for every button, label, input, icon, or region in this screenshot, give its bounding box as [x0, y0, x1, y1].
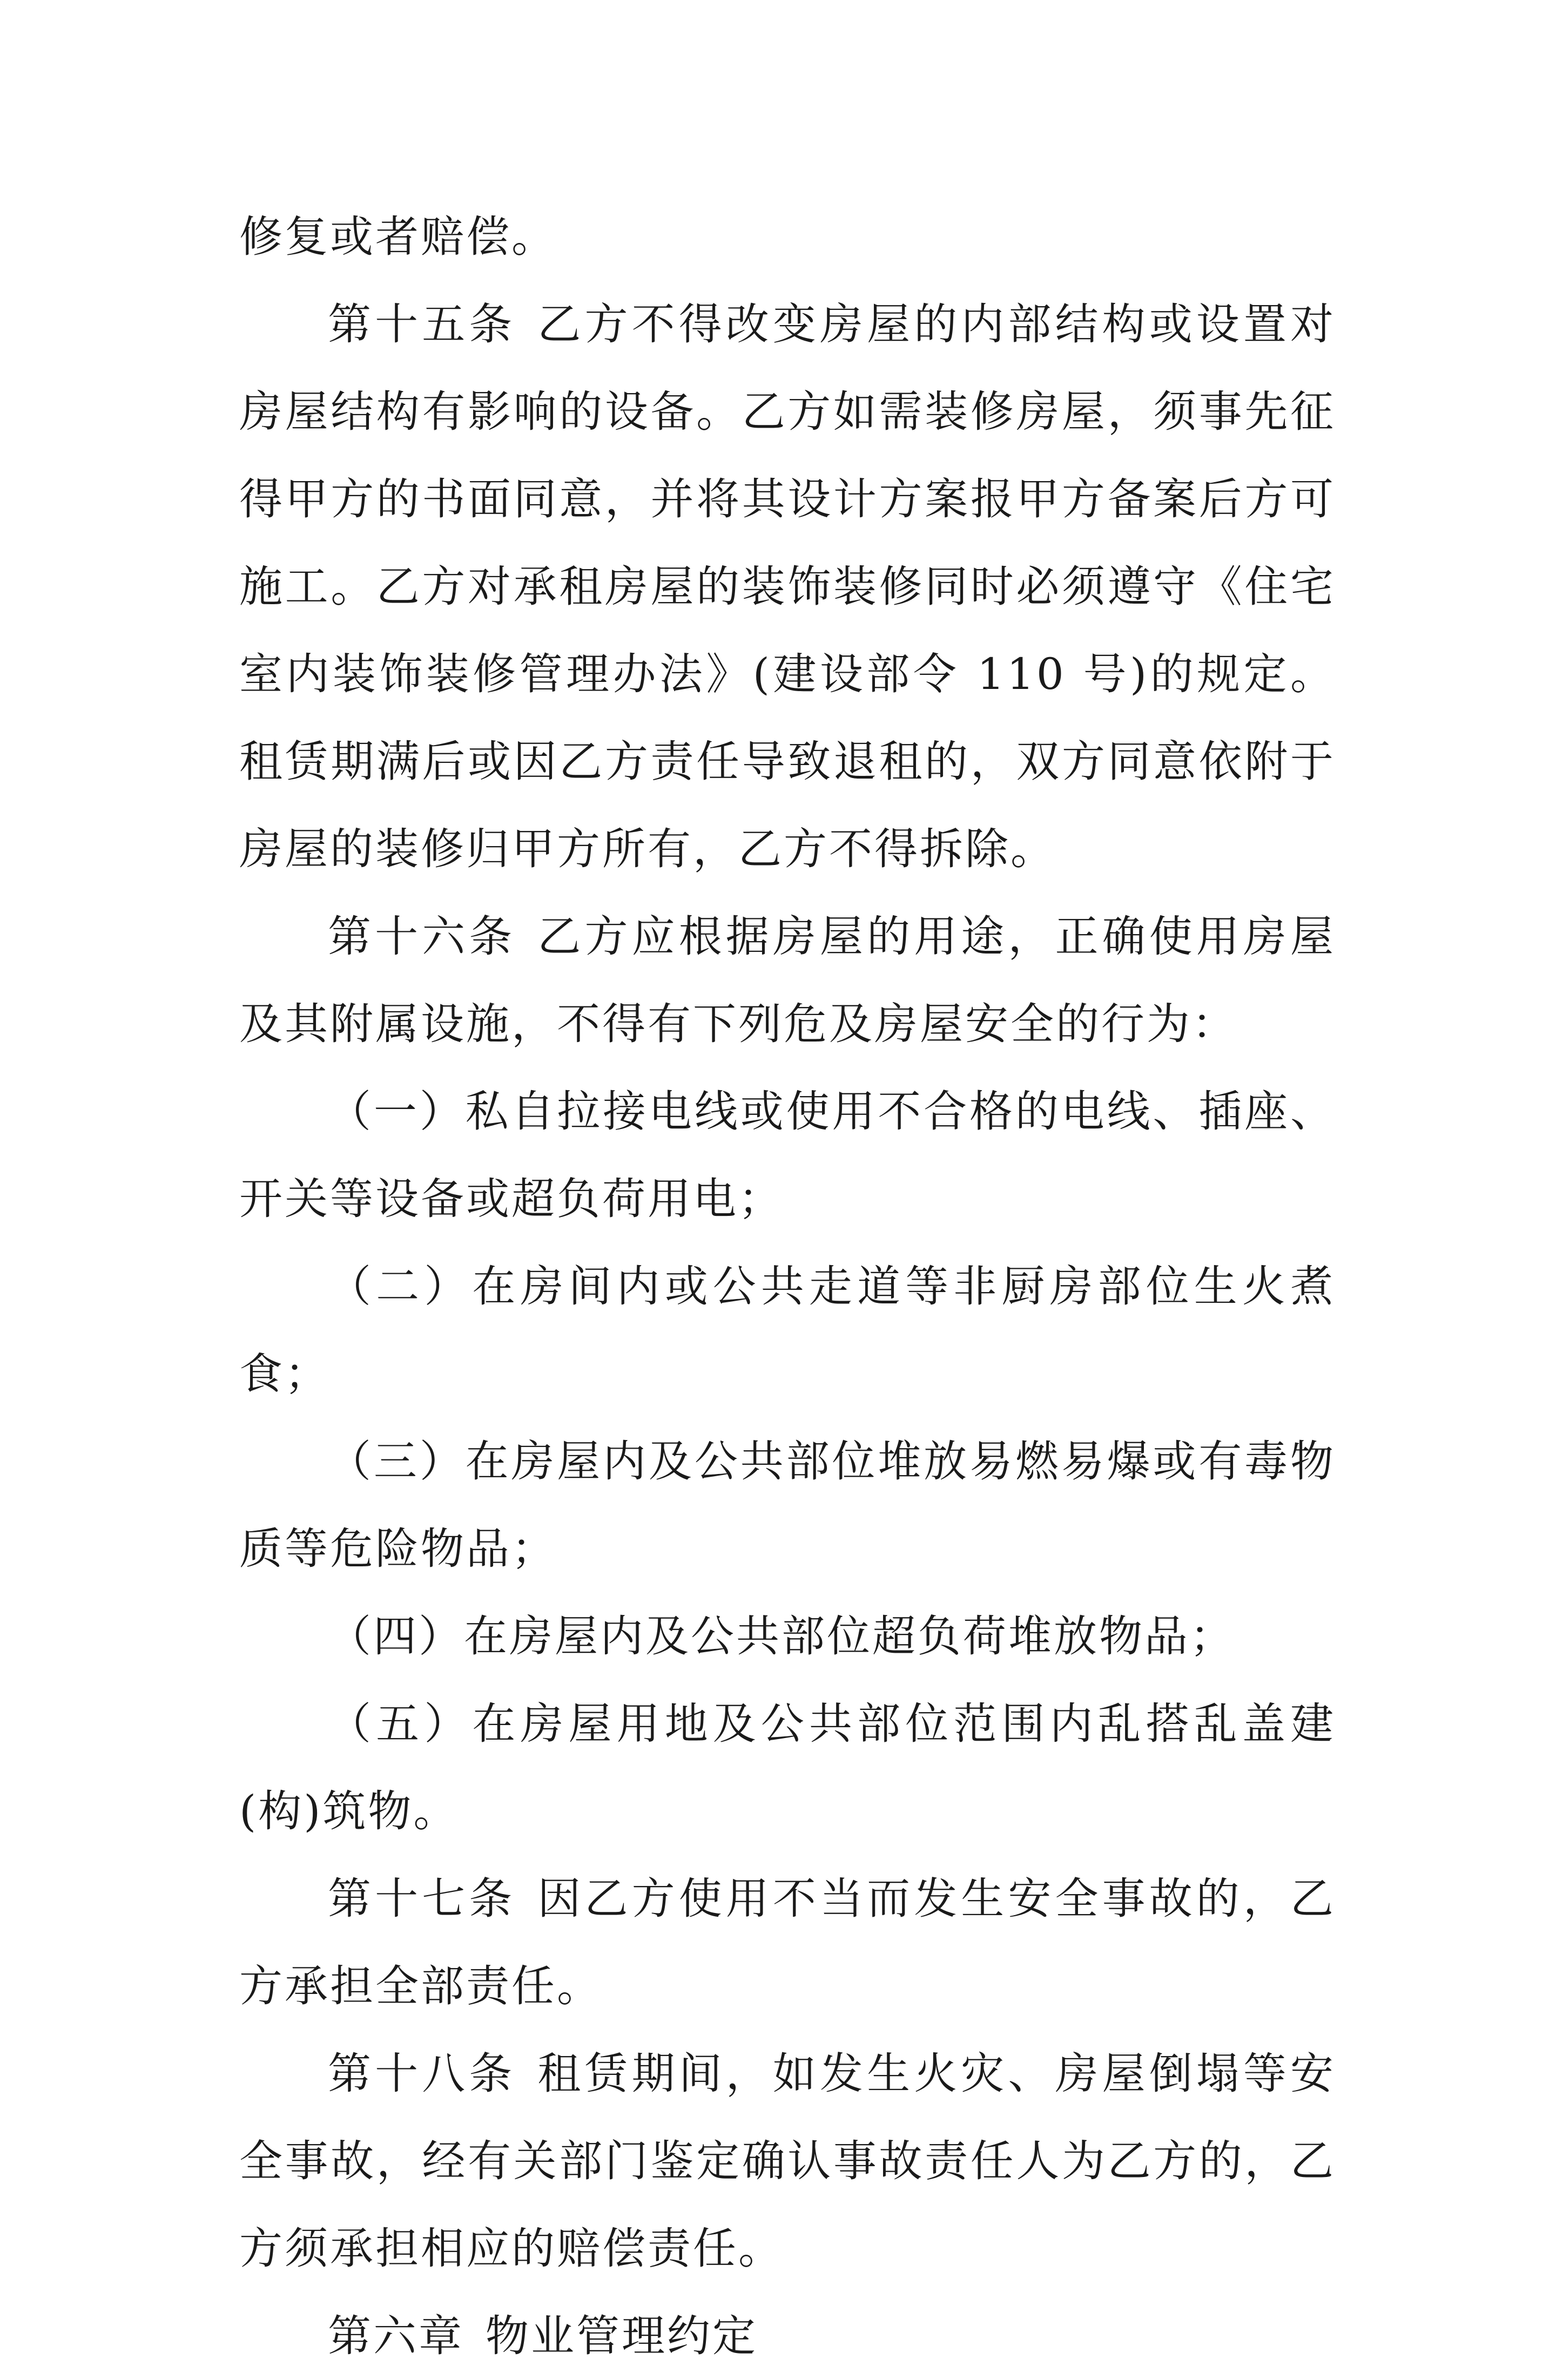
chapter-title: 物业管理约定 [486, 2311, 758, 2361]
list-marker: （四） [328, 1611, 464, 1661]
article-16 [239, 893, 1336, 1068]
article-number: 第十八条 [328, 2048, 516, 2099]
document-body [239, 193, 1336, 2380]
list-marker: （一） [328, 1086, 466, 1137]
paragraph-text: 在房屋内及公共部位堆放易燃易爆或有毒物质等危险物品； [239, 1436, 1336, 1574]
article-18 [239, 2030, 1336, 2293]
paragraph-text: 在房屋用地及公共部位范围内乱搭乱盖建(构)筑物。 [239, 1699, 1336, 1836]
article-number: 第十五条 [328, 299, 516, 349]
paragraph-text: 乙方应根据房屋的用途，正确使用房屋及其附属设施，不得有下列危及房屋安全的行为： [239, 911, 1336, 1049]
chapter-heading [239, 2293, 1336, 2380]
list-item-4 [239, 1593, 1336, 1680]
paragraph-text: 租赁期间，如发生火灾、房屋倒塌等安全事故，经有关部门鉴定确认事故责任人为乙方的，乙方须承担相应的赔偿责任。 [239, 2048, 1336, 2274]
list-marker: （三） [328, 1436, 466, 1486]
article-number: 第十六条 [328, 911, 516, 962]
paragraph-text: 在房屋内及公共部位超负荷堆放物品； [464, 1611, 1235, 1661]
article-number: 第十七条 [328, 1874, 516, 1924]
chapter-number: 第六章 [328, 2311, 464, 2361]
paragraph-text: 修复或者赔偿。 [239, 212, 557, 262]
article-17 [239, 1855, 1336, 2030]
paragraph-text: 乙方不得改变房屋的内部结构或设置对房屋结构有影响的设备。乙方如需装修房屋，须事先征得甲方的书面同意，并将其设计方案报甲方备案后方可施工。乙方对承租房屋的装饰装修同时必须遵守《住宅室内装饰装修管理办法》(建设部令 110 号)的规定。租赁期满后或因乙方责任导致退租的，双方同意依附于房屋的装修归甲方所有，乙方不得拆除。 [239, 299, 1336, 874]
list-item-1 [239, 1068, 1336, 1243]
article-15 [239, 281, 1336, 893]
paragraph-continuation [239, 193, 1336, 281]
list-marker: （五） [328, 1699, 473, 1749]
list-item-3 [239, 1418, 1336, 1593]
list-item-2 [239, 1243, 1336, 1418]
paragraph-text: 私自拉接电线或使用不合格的电线、插座、开关等设备或超负荷用电； [239, 1086, 1336, 1224]
paragraph-text: 因乙方使用不当而发生安全事故的，乙方承担全部责任。 [239, 1874, 1336, 2011]
paragraph-text: 在房间内或公共走道等非厨房部位生火煮食； [239, 1261, 1336, 1399]
list-item-5 [239, 1680, 1336, 1855]
list-marker: （二） [328, 1261, 473, 1311]
